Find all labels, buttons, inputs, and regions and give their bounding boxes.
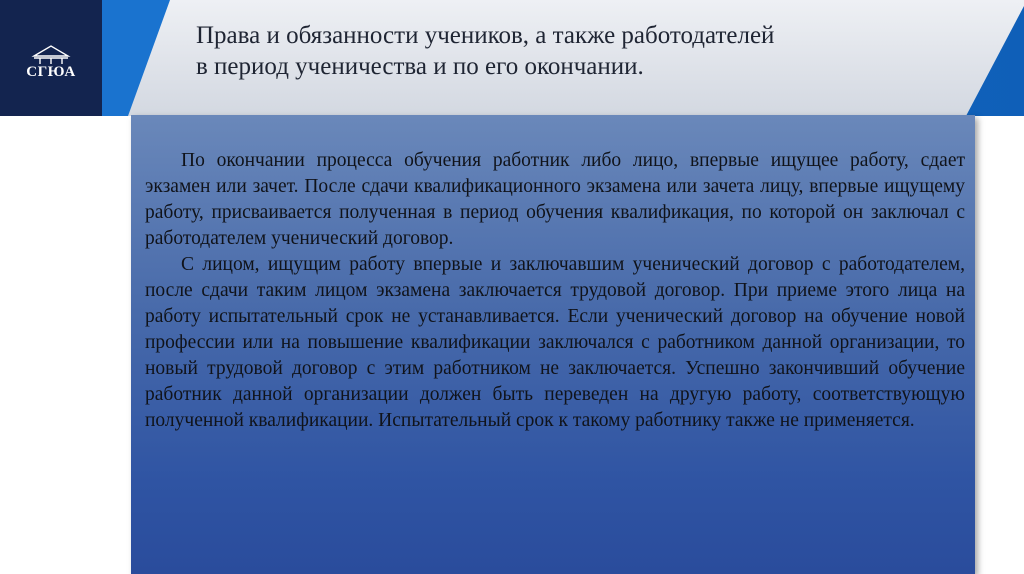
title-line-1: Права и обязанности учеников, а также работодателей [196, 22, 775, 49]
title-line-2: в период ученичества и по его окончании. [196, 53, 644, 80]
paragraph-1: По окончании процесса обучения работник либо лицо, впервые ищущее работу, сдает экзамен или зачет. После сдачи квалификационного экзамена или зачета лицу, впервые ищущему работу, присваивается полученная в период обучения квалификация, по которой он заключал с работодателем ученический договор. [145, 150, 965, 249]
header-banner [0, 0, 1024, 116]
logo [0, 0, 102, 116]
page-title [196, 20, 956, 82]
logo-text: СГЮА [26, 64, 76, 80]
paragraph-2: С лицом, ищущим работу впервые и заключавшим ученический договор с работодателем, после сдачи таким лицом экзамена заключается трудовой договор. При приеме этого лица на работу испытательный срок не устанавливается. Если ученический договор на обучение новой профессии или на повышение квалификации заключался с работником данной организации, то новый трудовой договор с этим работником не заключается. Успешно закончивший обучение работник данной организации должен быть переведен на другую работу, соответствующую полученной квалификации. Испытательный срок к такому работнику также не применяется. [145, 254, 965, 431]
content-text [145, 148, 965, 434]
